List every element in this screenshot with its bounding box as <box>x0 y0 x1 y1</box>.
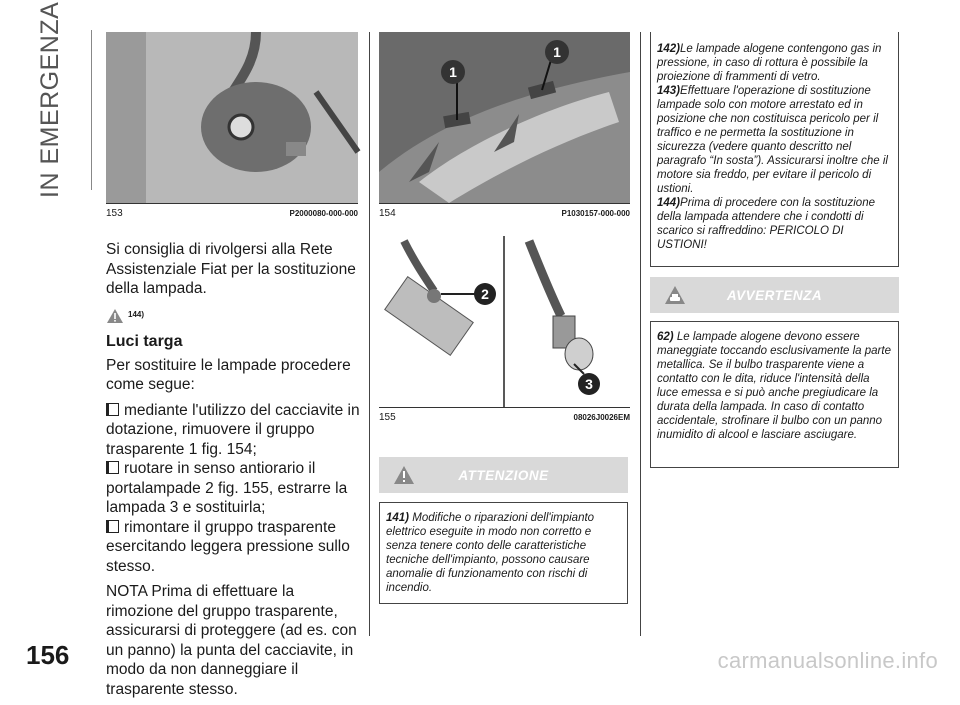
warnings-box <box>650 32 899 267</box>
checkbox-bullet-icon <box>106 403 119 416</box>
figure-155-caption <box>379 412 630 423</box>
notice-text: Modifiche o riparazioni dell'impianto elettrico eseguite in modo non corretto e senza tenere conto delle caratteristiche tecniche dell'impianto, possono causare anomalie di funzionamento con rischi di incendio. <box>386 512 595 594</box>
figure-rule <box>106 203 358 204</box>
checkbox-bullet-icon <box>106 520 119 533</box>
figure-code: 08026J0026EM <box>573 413 630 422</box>
warning-item: 142)Le lampade alogene contengono gas in pressione, in caso di rottura è possibile la proiezione di frammenti di vetro. <box>657 43 882 83</box>
section-heading: Luci targa <box>106 333 183 350</box>
notice-label: ATTENZIONE <box>458 467 549 483</box>
avvertenza-header <box>650 277 899 313</box>
callout-label: 2 <box>481 286 489 302</box>
notice-number: 141) <box>386 512 410 524</box>
figure-number: 154 <box>379 208 396 219</box>
figure-153-caption <box>106 208 358 219</box>
list-item: mediante l'utilizzo del cacciavite in dotazione, rimuovere il gruppo trasparente 1 fig. 154; <box>106 401 360 458</box>
lead-paragraph: Per sostituire le lampade procedere come segue: <box>106 356 351 393</box>
warning-triangle-icon <box>393 465 415 485</box>
warning-item: 143)Effettuare l'operazione di sostituzione lampade solo con motore arrestato ed in posizione che non costituisca pericolo per il traffico e ne permetta la sostituzione in sicurezza (vedere quanto descritto nel paragrafo “In sosta”). Assicurarsi inoltre che il motore sia freddo, per evitare il pericolo di ustioni. <box>657 85 888 195</box>
list-item: ruotare in senso antiorario il portalampade 2 fig. 155, estrarre la lampada 3 e sostituirla; <box>106 460 348 516</box>
notice-number: 62) <box>657 331 674 343</box>
page-number: 156 <box>26 640 70 670</box>
attenzione-box <box>379 502 628 604</box>
figure-153-photo <box>106 32 358 203</box>
callout-label: 3 <box>585 376 593 392</box>
figure-154-photo <box>379 32 630 203</box>
warning-item: 144)Prima di procedere con la sostituzione della lampada attendere che i condotti di scarico si raffreddino: PERICOLO DI USTIONI! <box>657 197 875 251</box>
intro-paragraph: Si consiglia di rivolgersi alla Rete Assistenziale Fiat per la sostituzione della lampada. <box>106 241 356 297</box>
callout-label: 1 <box>449 64 457 80</box>
warning-reference <box>106 305 362 325</box>
figure-code: P1030157-000-000 <box>561 209 630 218</box>
column-divider <box>369 32 370 636</box>
column-divider <box>640 32 641 636</box>
warning-ref-number: 144) <box>128 309 145 319</box>
figure-number: 153 <box>106 208 123 219</box>
notice-text: Le lampade alogene devono essere maneggiate toccando esclusivamente la parte metallica. Se il bulbo trasparente viene a contatto con le dita, riduce l'intensità della luce emessa e si può anche pregiudicare la durata della lampada. In caso di contatto accidentale, strofinare il bulbo con un panno inumidito di alcool e lasciare asciugare. <box>657 331 891 441</box>
figure-code: P2000080-000-000 <box>289 209 358 218</box>
column-1-text <box>106 240 362 705</box>
avvertenza-box <box>650 321 899 468</box>
figure-number: 155 <box>379 412 396 423</box>
side-section-title: IN EMERGENZA <box>36 1 64 198</box>
figure-rule <box>379 407 630 408</box>
checkbox-bullet-icon <box>106 461 119 474</box>
figure-155-illustration <box>379 236 630 407</box>
side-divider <box>91 30 92 190</box>
warning-triangle-icon <box>106 308 124 324</box>
car-warning-icon <box>664 285 686 305</box>
note-paragraph: NOTA Prima di effettuare la rimozione del gruppo trasparente, assicurarsi di proteggere (ad es. con un panno) la punta del cacciavite, in modo da non danneggiare il trasparente stesso. <box>106 583 357 698</box>
attenzione-header <box>379 457 628 493</box>
list-item: rimontare il gruppo trasparente esercitando leggera pressione sullo stesso. <box>106 518 350 575</box>
figure-rule <box>379 203 630 204</box>
notice-label: AVVERTENZA <box>726 287 823 303</box>
callout-label: 1 <box>553 44 561 60</box>
figure-154-caption <box>379 208 630 219</box>
watermark: carmanualsonline.info <box>717 648 938 673</box>
